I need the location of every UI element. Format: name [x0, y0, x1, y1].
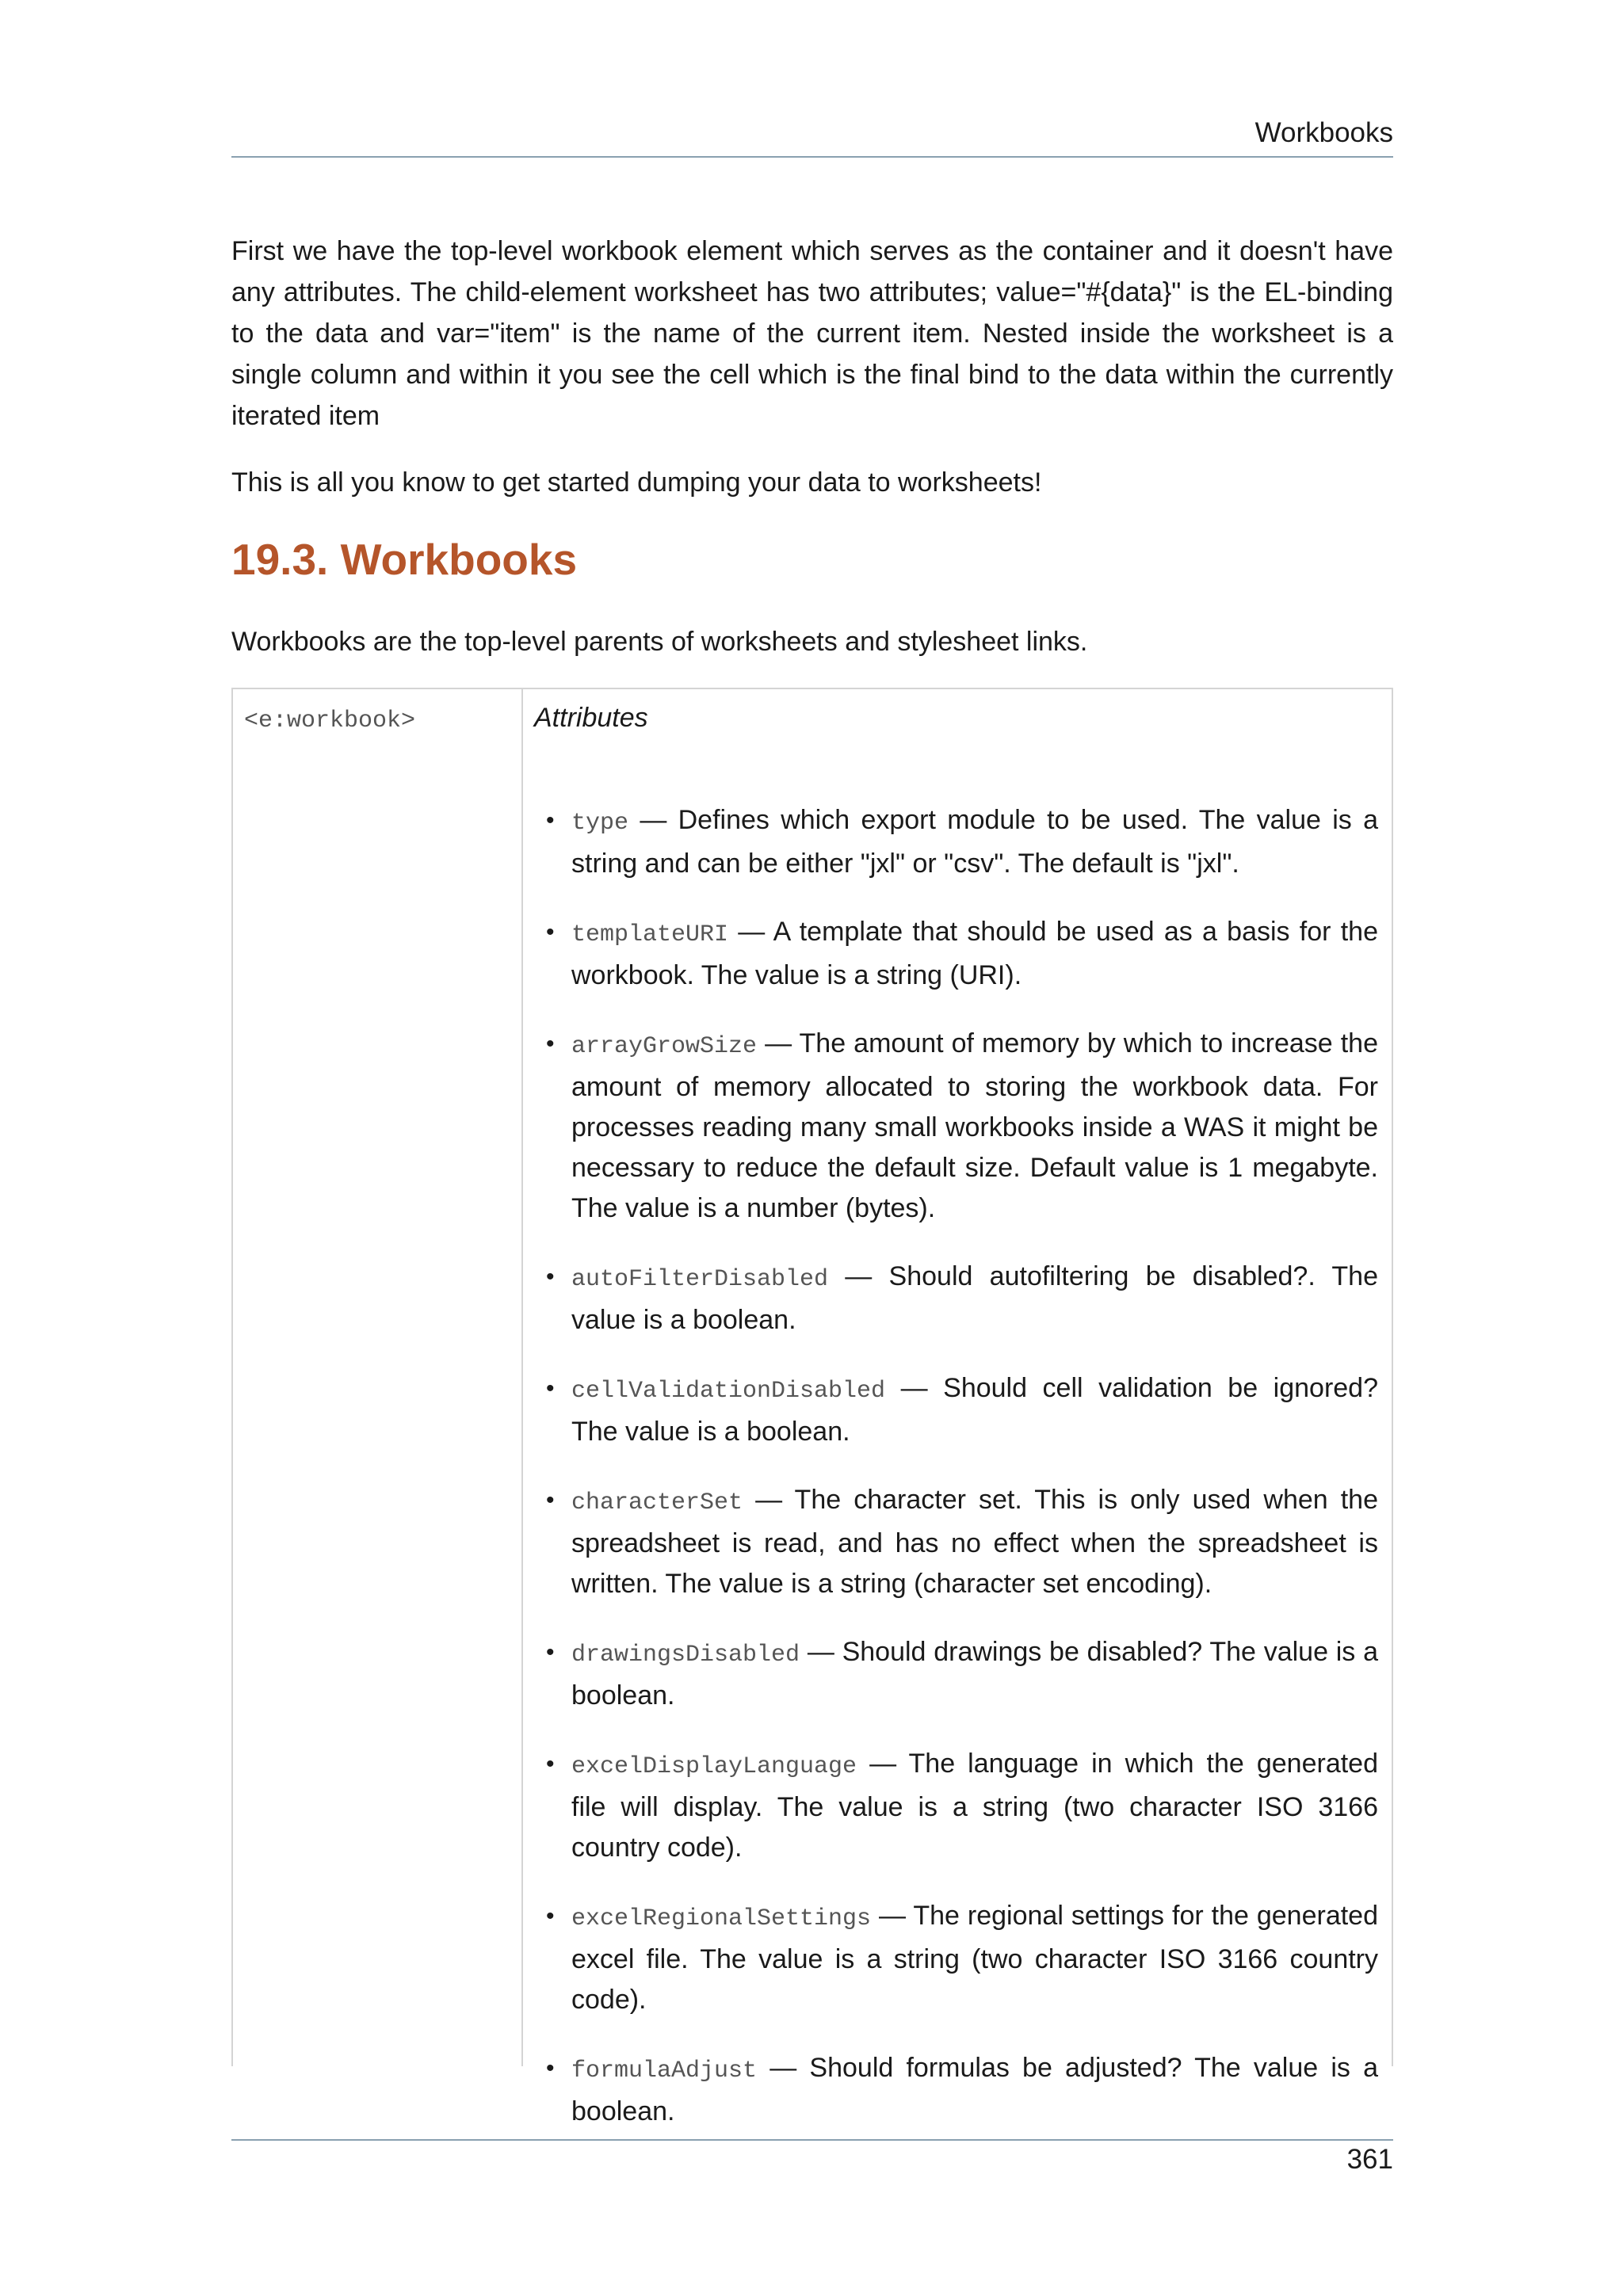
list-item	[546, 912, 1378, 996]
list-item	[546, 1632, 1378, 1716]
bullet-icon: •	[546, 1639, 555, 1665]
intro-closing-paragraph: This is all you know to get started dumping your data to worksheets!	[231, 467, 1042, 498]
attribute-description: — Should drawings be disabled? The value is a boolean.	[571, 1637, 1378, 1711]
attribute-name: excelDisplayLanguage	[571, 1753, 857, 1780]
attribute-name: templateURI	[571, 921, 729, 948]
bullet-icon: •	[546, 1751, 555, 1777]
list-item	[546, 1368, 1378, 1452]
attribute-name: excelRegionalSettings	[571, 1905, 872, 1932]
attribute-name: arrayGrowSize	[571, 1033, 758, 1060]
attribute-reference-table	[231, 688, 1393, 2126]
bullet-icon: •	[546, 1375, 555, 1402]
section-description: Workbooks are the top-level parents of worksheets and stylesheet links.	[231, 627, 1088, 657]
page-number: 361	[1346, 2144, 1393, 2175]
bullet-icon: •	[546, 807, 555, 833]
attribute-description: — Should formulas be adjusted? The value is a boolean.	[571, 2053, 1378, 2126]
attribute-description: — A template that should be used as a basis for the workbook. The value is a string (URI).	[571, 917, 1378, 990]
list-item	[546, 1257, 1378, 1341]
list-item	[546, 1744, 1378, 1868]
attribute-name: drawingsDisabled	[571, 1642, 800, 1669]
section-title: 19.3. Workbooks	[231, 535, 578, 584]
bullet-icon: •	[546, 1031, 555, 1057]
running-header: Workbooks	[1254, 117, 1393, 148]
attribute-description: — Should cell validation be ignored? The value is a boolean.	[571, 1373, 1378, 1447]
attribute-description: — Should autofiltering be disabled?. The value is a boolean.	[571, 1261, 1378, 1335]
table-column-divider	[521, 689, 523, 2066]
attribute-name: cellValidationDisabled	[571, 1378, 886, 1405]
attribute-name: formulaAdjust	[571, 2058, 758, 2084]
attribute-name: type	[571, 810, 629, 837]
attribute-name: autoFilterDisabled	[571, 1266, 829, 1293]
list-item	[546, 1896, 1378, 2020]
list-item	[546, 1480, 1378, 1604]
footer-divider	[231, 2139, 1393, 2141]
attributes-heading: Attributes	[534, 703, 648, 733]
bullet-icon: •	[546, 1903, 555, 1929]
element-tag: <e:workbook>	[244, 707, 416, 734]
attribute-description: — The character set. This is only used when the spreadsheet is read, and has no effect when the spreadsheet is written. The value is a string (character set encoding).	[571, 1485, 1378, 1599]
bullet-icon: •	[546, 919, 555, 945]
header-divider	[231, 156, 1393, 158]
attribute-description: — Defines which export module to be used. The value is a string and can be either "jxl" or "csv". The default is "jxl".	[571, 805, 1378, 879]
attribute-description: — The amount of memory by which to increase the amount of memory allocated to storing the workbook data. For processes reading many small workbooks inside a WAS it might be necessary to reduce the default size. Default value is 1 megabyte. The value is a number (bytes).	[571, 1028, 1378, 1223]
attribute-description: — The regional settings for the generated excel file. The value is a string (two character ISO 3166 country code).	[571, 1901, 1378, 2015]
bullet-icon: •	[546, 2055, 555, 2081]
bullet-icon: •	[546, 1487, 555, 1513]
bullet-icon: •	[546, 1264, 555, 1290]
list-item	[546, 1024, 1378, 1229]
intro-paragraph: First we have the top-level workbook element which serves as the container and it doesn't have any attributes. The child-element worksheet has two attributes; value="#{data}" is the EL-binding to the data and var="item" is the name of the current item. Nested inside the worksheet is a single column and within it you see the cell which is the final bind to the data within the currently iterated item	[231, 236, 1393, 431]
attribute-list	[546, 800, 1378, 2160]
list-item	[546, 800, 1378, 884]
list-item	[546, 2048, 1378, 2132]
attribute-description: — The language in which the generated file will display. The value is a string (two character ISO 3166 country code).	[571, 1749, 1378, 1863]
attribute-name: characterSet	[571, 1489, 743, 1516]
